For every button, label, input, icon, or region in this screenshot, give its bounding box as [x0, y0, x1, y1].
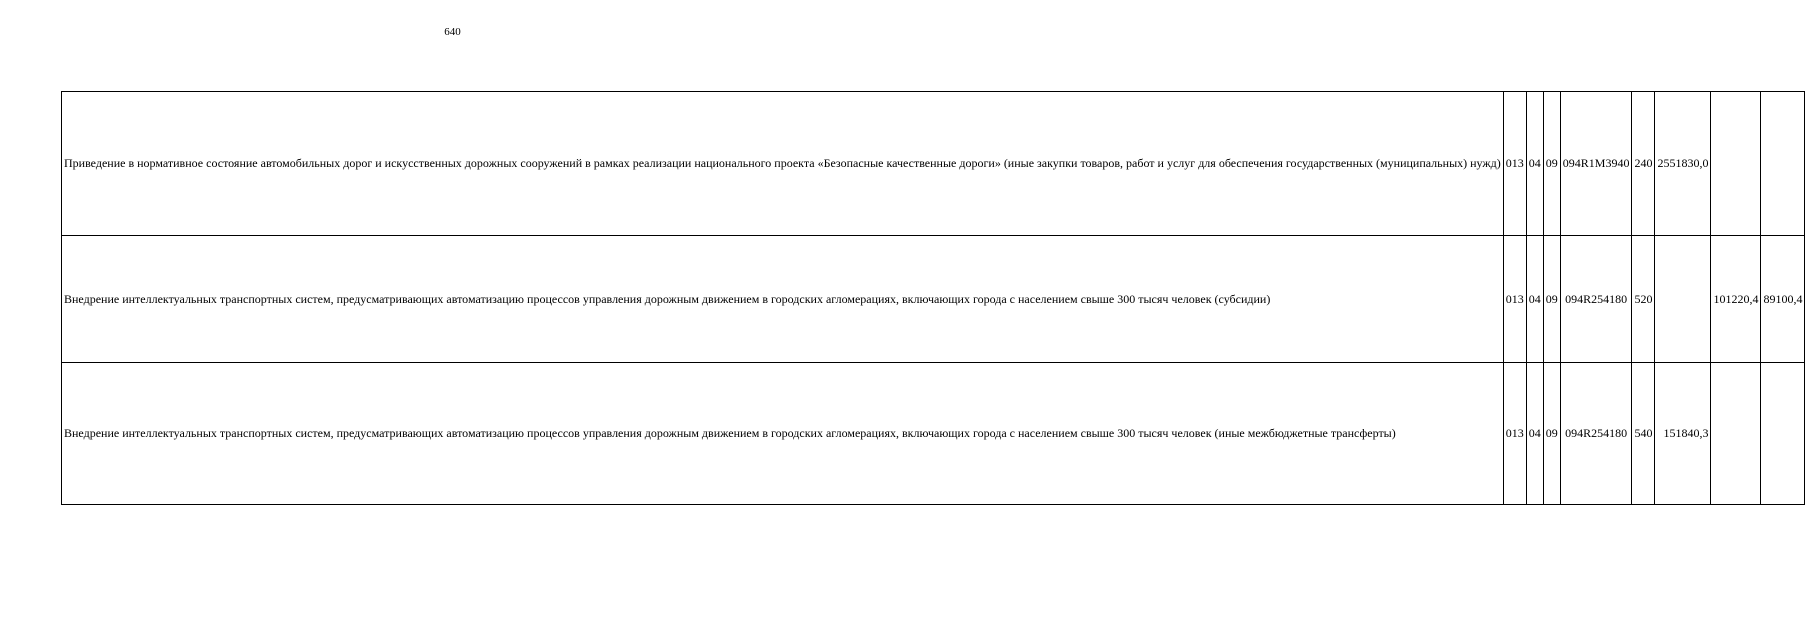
- target-article-cell: 094R1M3940: [1560, 92, 1632, 236]
- table-row: [62, 236, 1805, 363]
- amount-cell-2: 101220,4: [1711, 236, 1761, 363]
- amount-cell-1: 151840,3: [1655, 363, 1711, 505]
- expense-name-cell: Внедрение интеллектуальных транспортных систем, предусматривающих автоматизацию процессов управления дорожным движением в городских агломерациях, включающих города с населением свыше 300 тысяч человек (иные межбюджетные трансферты): [62, 363, 1504, 505]
- section-code-cell: 04: [1526, 363, 1543, 505]
- expense-type-cell: 240: [1632, 92, 1655, 236]
- amount-cell-3: [1761, 363, 1805, 505]
- target-article-cell: 094R254180: [1560, 236, 1632, 363]
- table-row: [62, 363, 1805, 505]
- amount-cell-2: [1711, 92, 1761, 236]
- expense-type-cell: 540: [1632, 363, 1655, 505]
- subsection-code-cell: 09: [1543, 363, 1560, 505]
- amount-cell-3: 89100,4: [1761, 236, 1805, 363]
- amount-cell-1: [1655, 236, 1711, 363]
- table-row: [62, 92, 1805, 236]
- section-code-cell: 04: [1526, 92, 1543, 236]
- expense-name-cell: Внедрение интеллектуальных транспортных систем, предусматривающих автоматизацию процессов управления дорожным движением в городских агломерациях, включающих города с населением свыше 300 тысяч человек (субсидии): [62, 236, 1504, 363]
- page-number: 640: [444, 26, 461, 38]
- ministry-code-cell: 013: [1503, 236, 1526, 363]
- amount-cell-1: 2551830,0: [1655, 92, 1711, 236]
- budget-table: [61, 91, 1805, 505]
- target-article-cell: 094R254180: [1560, 363, 1632, 505]
- ministry-code-cell: 013: [1503, 363, 1526, 505]
- section-code-cell: 04: [1526, 236, 1543, 363]
- amount-cell-2: [1711, 363, 1761, 505]
- ministry-code-cell: 013: [1503, 92, 1526, 236]
- amount-cell-3: [1761, 92, 1805, 236]
- subsection-code-cell: 09: [1543, 92, 1560, 236]
- expense-name-cell: Приведение в нормативное состояние автомобильных дорог и искусственных дорожных сооружений в рамках реализации национального проекта «Безопасные качественные дороги» (иные закупки товаров, работ и услуг для обеспечения государственных (муниципальных) нужд): [62, 92, 1504, 236]
- expense-type-cell: 520: [1632, 236, 1655, 363]
- subsection-code-cell: 09: [1543, 236, 1560, 363]
